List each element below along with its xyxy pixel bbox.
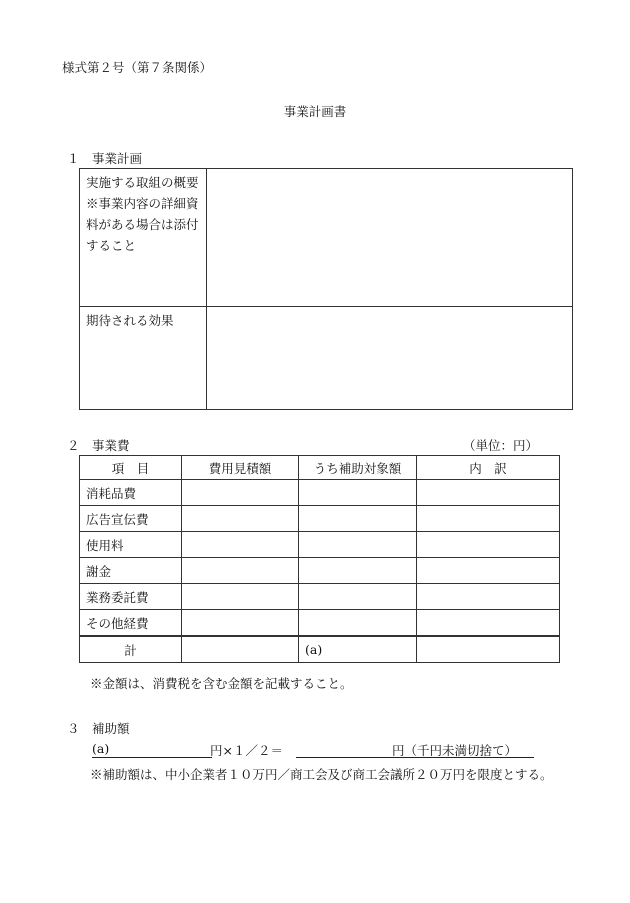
cost-breakdown[interactable] <box>417 532 560 558</box>
section2-heading: ２ 事業費 <box>67 438 130 453</box>
cost-item: その他経費 <box>80 610 182 637</box>
col-header-estimate: 費用見積額 <box>182 456 299 480</box>
cost-breakdown[interactable] <box>417 558 560 584</box>
cost-total-row <box>80 636 560 663</box>
subsidy-formula <box>92 741 534 759</box>
total-label: 計 <box>80 636 182 663</box>
document-title: 事業計画書 <box>283 104 347 119</box>
cost-estimate[interactable] <box>182 584 299 610</box>
total-breakdown[interactable] <box>417 636 560 663</box>
cost-item: 消耗品費 <box>80 480 182 506</box>
cost-eligible[interactable] <box>299 480 417 506</box>
cost-estimate[interactable] <box>182 506 299 532</box>
cost-item: 広告宣伝費 <box>80 506 182 532</box>
cost-item: 業務委託費 <box>80 584 182 610</box>
total-estimate[interactable] <box>182 636 299 663</box>
limit-note: ※補助額は、中小企業者１０万円／商工会及び商工会議所２０万円を限度とする。 <box>90 767 553 782</box>
cost-header-row <box>80 456 560 480</box>
cost-eligible[interactable] <box>299 506 417 532</box>
formula-a-label: (a) <box>92 741 110 756</box>
formula-multiplier: 円×１／２＝ <box>210 743 283 758</box>
cost-eligible[interactable] <box>299 610 417 637</box>
cost-eligible[interactable] <box>299 558 417 584</box>
unit-note: （単位：円） <box>463 438 539 453</box>
cost-breakdown[interactable] <box>417 610 560 637</box>
formula-a-blank[interactable] <box>92 757 212 758</box>
cost-breakdown[interactable] <box>417 584 560 610</box>
formula-result-unit: 円（千円未満切捨て） <box>392 743 518 758</box>
tax-note: ※金額は、消費税を含む金額を記載すること。 <box>90 676 353 691</box>
plan-row-overview <box>80 169 573 307</box>
section1-heading: １ 事業計画 <box>67 151 143 166</box>
cost-estimate[interactable] <box>182 610 299 637</box>
cost-estimate[interactable] <box>182 480 299 506</box>
col-header-item: 項 目 <box>80 456 182 480</box>
plan-label-overview: 実施する取組の概要※事業内容の詳細資料がある場合は添付すること <box>80 169 207 307</box>
table-row <box>80 480 560 506</box>
cost-eligible[interactable] <box>299 584 417 610</box>
col-header-breakdown: 内 訳 <box>417 456 560 480</box>
cost-estimate[interactable] <box>182 558 299 584</box>
table-row <box>80 584 560 610</box>
cost-table <box>79 455 560 663</box>
table-row <box>80 558 560 584</box>
plan-value-overview[interactable] <box>207 169 573 307</box>
section3-heading: ３ 補助額 <box>67 721 130 736</box>
plan-row-effect <box>80 307 573 410</box>
total-eligible[interactable]: (a) <box>299 636 417 663</box>
table-row <box>80 610 560 637</box>
plan-label-effect: 期待される効果 <box>80 307 207 410</box>
table-row <box>80 532 560 558</box>
cost-item: 使用料 <box>80 532 182 558</box>
cost-estimate[interactable] <box>182 532 299 558</box>
col-header-eligible: うち補助対象額 <box>299 456 417 480</box>
cost-item: 謝金 <box>80 558 182 584</box>
plan-value-effect[interactable] <box>207 307 573 410</box>
cost-eligible[interactable] <box>299 532 417 558</box>
cost-breakdown[interactable] <box>417 480 560 506</box>
cost-breakdown[interactable] <box>417 506 560 532</box>
table-row <box>80 506 560 532</box>
form-label: 様式第２号（第７条関係） <box>62 60 213 75</box>
plan-table <box>79 168 573 410</box>
